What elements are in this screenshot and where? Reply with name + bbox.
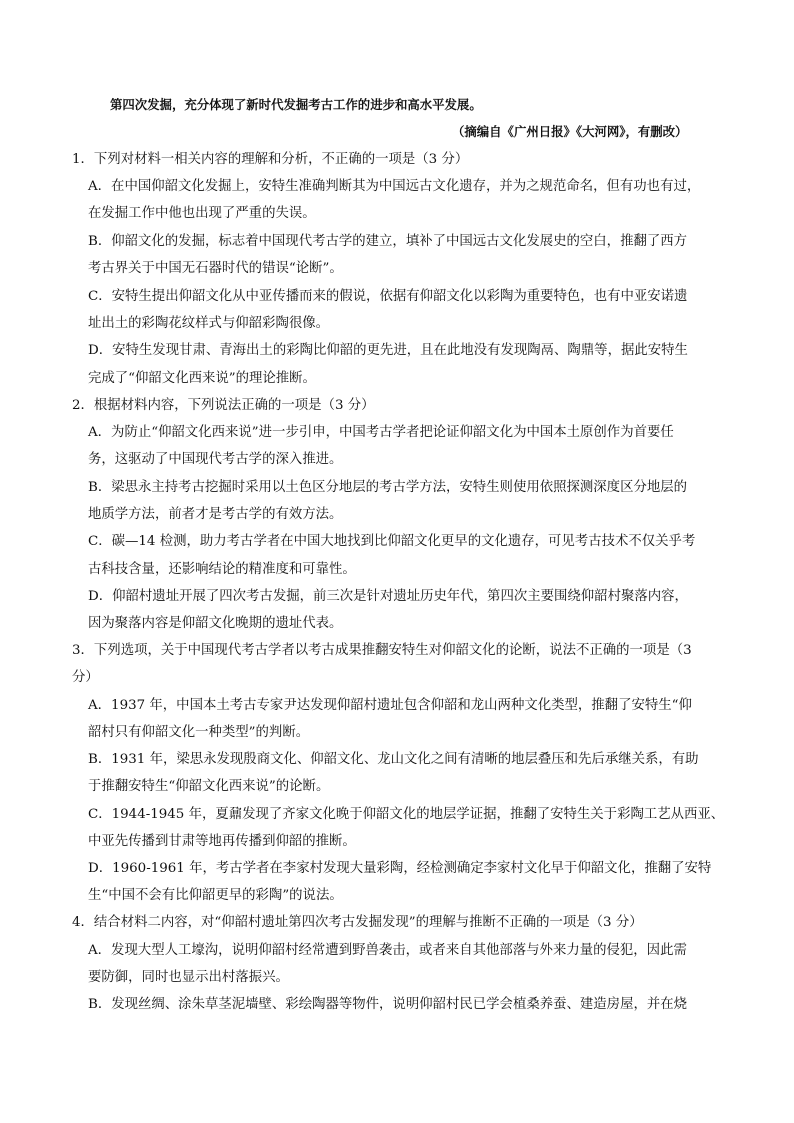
question-1-option-b: B．仰韶文化的发掘，标志着中国现代考古学的建立，填补了中国远古文化发展史的空白，推翻了西方 <box>88 234 688 249</box>
source-note: （摘编自《广州日报》《大河网》，有删改） <box>452 124 688 139</box>
question-2-option-a-cont: 务，这驱动了中国现代考古学的深入推进。 <box>88 452 343 467</box>
intro-paragraph: 第四次发掘，充分体现了新时代发掘考古工作的进步和高水平发展。 <box>110 97 482 112</box>
question-2-option-d: D．仰韶村遗址开展了四次考古发掘，前三次是针对遗址历史年代，第四次主要围绕仰韶村聚落内容， <box>88 589 688 604</box>
question-1-option-a-cont: 在发掘工作中他也出现了严重的失误。 <box>88 206 316 221</box>
question-3-stem-cont: 分） <box>72 670 99 685</box>
question-1-option-d-cont: 完成了“仰韶文化西来说”的理论推断。 <box>88 371 316 386</box>
question-3-option-d: D．1960-1961 年，考古学者在李家村发现大量彩陶，经检测确定李家村文化早于仰韶文化，推翻了安特 <box>88 861 712 876</box>
question-2-option-c: C．碳—14 检测，助力考古学者在中国大地找到比仰韶文化更早的文化遗存，可见考古技术不仅关乎考 <box>88 534 696 549</box>
question-3-option-a-cont: 韶村只有仰韶文化一种类型”的判断。 <box>88 725 310 740</box>
question-2-option-b-cont: 地质学方法，前者才是考古学的有效方法。 <box>88 507 343 522</box>
question-1-option-b-cont: 考古界关于中国无石器时代的错误“论断”。 <box>88 261 343 276</box>
question-2-option-b: B．梁思永主持考古挖掘时采用以土色区分地层的考古学方法，安特生则使用依照探测深度区分地层的 <box>88 480 688 495</box>
question-3-option-b: B．1931 年，梁思永发现殷商文化、仰韶文化、龙山文化之间有清晰的地层叠压和先后承继关系，有助 <box>88 752 699 767</box>
question-1-option-d: D．安特生发现甘肃、青海出土的彩陶比仰韶的更先进，且在此地没有发现陶鬲、陶鼎等，据此安特生 <box>88 343 688 358</box>
question-4-option-a-cont: 要防御，同时也显示出村落振兴。 <box>88 970 289 985</box>
question-4-option-b: B．发现丝绸、涂朱草茎泥墙壁、彩绘陶器等物件，说明仰韶村民已学会植桑养蚕、建造房屋，并在烧 <box>88 997 688 1012</box>
question-4-stem: 4．结合材料二内容，对“仰韶村遗址第四次考古发掘发现”的理解与推断不正确的一项是（3 分） <box>72 915 643 930</box>
question-3-stem: 3．下列选项，关于中国现代考古学者以考古成果推翻安特生对仰韶文化的论断，说法不正确的一项是（3 <box>72 643 692 658</box>
question-2-option-c-cont: 古科技含量，还影响结论的精准度和可靠性。 <box>88 562 356 577</box>
question-2-option-a: A．为防止“仰韶文化西来说”进一步引申，中国考古学者把论证仰韶文化为中国本土原创作为首要任 <box>88 425 674 440</box>
question-1-option-c: C．安特生提出仰韶文化从中亚传播而来的假说，依据有仰韶文化以彩陶为重要特色，也有中亚安诺遗 <box>88 289 688 304</box>
question-2-option-d-cont: 因为聚落内容是仰韶文化晚期的遗址代表。 <box>88 616 343 631</box>
question-3-option-c-cont: 中亚先传播到甘肃等地再传播到仰韶的推断。 <box>88 834 356 849</box>
question-3-option-a: A．1937 年，中国本土考古专家尹达发现仰韶村遗址包含仰韶和龙山两种文化类型，推翻了安特生“仰 <box>88 698 692 713</box>
question-3-option-d-cont: 生“中国不会有比仰韶更早的彩陶”的说法。 <box>88 888 343 903</box>
question-1-stem: 1．下列对材料一相关内容的理解和分析，不正确的一项是（3 分） <box>72 152 469 167</box>
question-4-option-a: A．发现大型人工壕沟，说明仰韶村经常遭到野兽袭击，或者来自其他部落与外来力量的侵犯，因此需 <box>88 943 687 958</box>
question-3-option-b-cont: 于推翻安特生“仰韶文化西来说”的论断。 <box>88 779 330 794</box>
question-1-option-c-cont: 址出土的彩陶花纹样式与仰韶彩陶很像。 <box>88 316 330 331</box>
question-1-option-a: A．在中国仰韶文化发掘上，安特生准确判断其为中国远古文化遗存，并为之规范命名，但有功也有过， <box>88 179 701 194</box>
question-3-option-c: C．1944-1945 年，夏鼐发现了齐家文化晚于仰韶文化的地层学证据，推翻了安特生关于彩陶工艺从西亚、 <box>88 807 725 822</box>
question-2-stem: 2．根据材料内容，下列说法正确的一项是（3 分） <box>72 398 375 413</box>
